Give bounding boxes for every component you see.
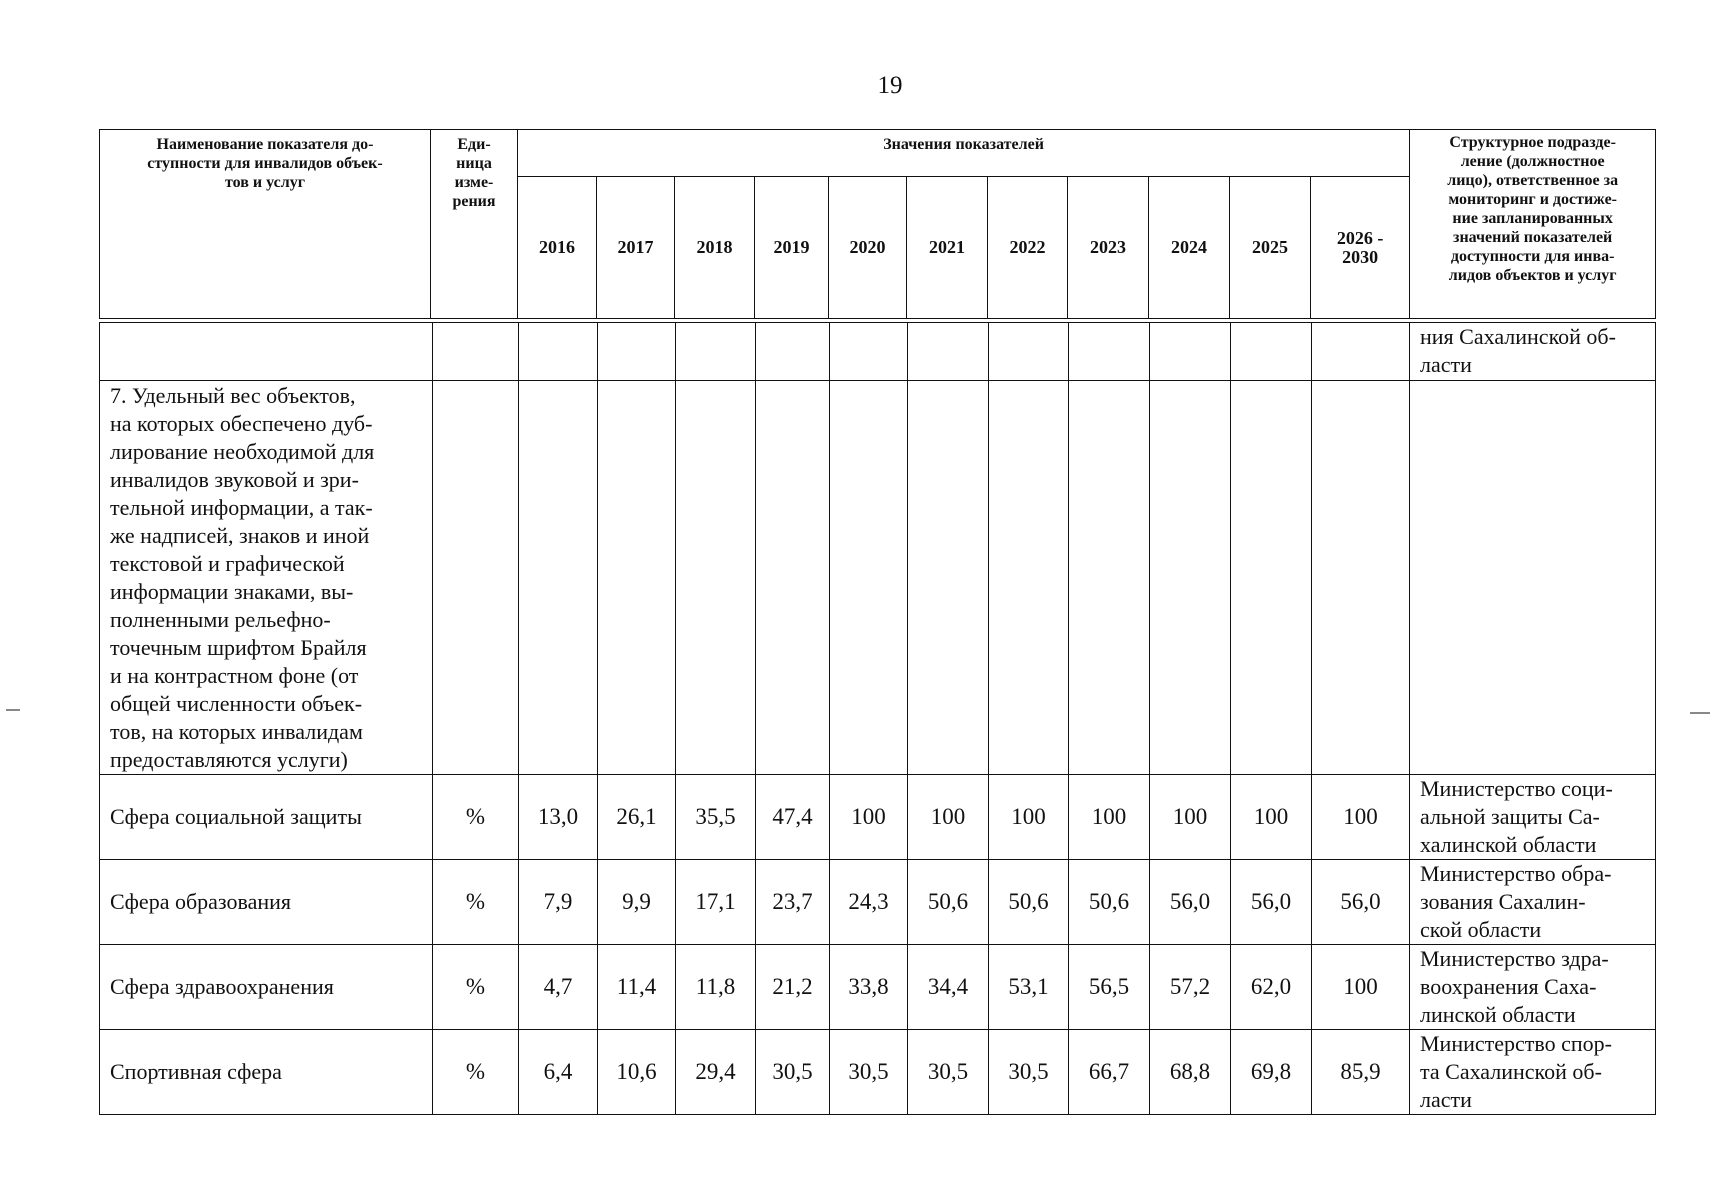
- continuation-row: [100, 323, 1656, 381]
- empty-cell: [1410, 381, 1656, 775]
- value-cell: 100: [1150, 775, 1231, 860]
- value-cell: 100: [1312, 945, 1410, 1030]
- value-cell: 33,8: [830, 945, 908, 1030]
- table-row: [100, 945, 1656, 1030]
- value-cell: 100: [1069, 775, 1150, 860]
- scan-speck: [1690, 712, 1710, 714]
- value-cell: 34,4: [908, 945, 989, 1030]
- header-year: 2024: [1149, 177, 1230, 319]
- value-cell: 56,0: [1231, 860, 1312, 945]
- empty-cell: [519, 323, 598, 381]
- empty-cell: [676, 323, 756, 381]
- scan-speck: [6, 709, 20, 711]
- header-year: 2018: [675, 177, 755, 319]
- value-cell: 29,4: [676, 1030, 756, 1115]
- value-cell: 50,6: [989, 860, 1069, 945]
- empty-cell: [830, 381, 908, 775]
- value-cell: 56,0: [1312, 860, 1410, 945]
- unit-cell: %: [433, 775, 519, 860]
- header-year: 2025: [1230, 177, 1311, 319]
- value-cell: 9,9: [598, 860, 676, 945]
- value-cell: 21,2: [756, 945, 830, 1030]
- value-cell: 30,5: [830, 1030, 908, 1115]
- value-cell: 53,1: [989, 945, 1069, 1030]
- unit-cell: %: [433, 860, 519, 945]
- empty-cell: [1150, 381, 1231, 775]
- value-cell: 68,8: [1150, 1030, 1231, 1115]
- empty-cell: [1231, 323, 1312, 381]
- responsible-cell: Министерство здра- воохранения Саха- линской области: [1410, 945, 1656, 1030]
- indicator-row: [100, 381, 1656, 775]
- value-cell: 56,5: [1069, 945, 1150, 1030]
- empty-cell: [1231, 381, 1312, 775]
- value-cell: 11,4: [598, 945, 676, 1030]
- table-row: [100, 775, 1656, 860]
- empty-cell: [433, 323, 519, 381]
- value-cell: 57,2: [1150, 945, 1231, 1030]
- value-cell: 35,5: [676, 775, 756, 860]
- empty-cell: [598, 381, 676, 775]
- header-year: 2019: [755, 177, 829, 319]
- empty-cell: [433, 381, 519, 775]
- value-cell: 24,3: [830, 860, 908, 945]
- header-indicator-name: Наименование показателя до- ступности для инвалидов объек- тов и услуг: [100, 130, 431, 319]
- page-number: 19: [877, 72, 903, 99]
- value-cell: 47,4: [756, 775, 830, 860]
- empty-cell: [1069, 381, 1150, 775]
- indicator-table: [99, 129, 1656, 1115]
- header-year: 2022: [988, 177, 1068, 319]
- unit-cell: %: [433, 1030, 519, 1115]
- header-year: 2016: [518, 177, 597, 319]
- value-cell: 30,5: [756, 1030, 830, 1115]
- empty-cell: [756, 323, 830, 381]
- empty-cell: [1312, 381, 1410, 775]
- empty-cell: [989, 381, 1069, 775]
- sphere-name: Сфера здравоохранения: [100, 945, 433, 1030]
- value-cell: 69,8: [1231, 1030, 1312, 1115]
- header-unit: Еди- ница изме- рения: [431, 130, 518, 319]
- header-year: 2017: [597, 177, 675, 319]
- empty-cell: [1069, 323, 1150, 381]
- empty-cell: [676, 381, 756, 775]
- table-row: [100, 1030, 1656, 1115]
- table-row: [100, 860, 1656, 945]
- value-cell: 30,5: [989, 1030, 1069, 1115]
- empty-cell: [598, 323, 676, 381]
- sphere-name: Спортивная сфера: [100, 1030, 433, 1115]
- value-cell: 13,0: [519, 775, 598, 860]
- header-year: 2021: [907, 177, 988, 319]
- sphere-name: Сфера образования: [100, 860, 433, 945]
- header-year: 2020: [829, 177, 907, 319]
- value-cell: 6,4: [519, 1030, 598, 1115]
- value-cell: 4,7: [519, 945, 598, 1030]
- value-cell: 62,0: [1231, 945, 1312, 1030]
- indicator-name: 7. Удельный вес объектов, на которых обеспечено дуб- лирование необходимой для инвалидов звуковой и зри- тельной информации, а так- же надписей, знаков и иной текстовой и графической информации знаками, вы- полненными рельефно- точечным шрифтом Брайля и на контрастном фоне (от общей численности объек- тов, на которых инвалидам предоставляются услуги): [100, 381, 433, 775]
- value-cell: 17,1: [676, 860, 756, 945]
- value-cell: 100: [1312, 775, 1410, 860]
- value-cell: 7,9: [519, 860, 598, 945]
- responsible-cell: Министерство соци- альной защиты Са- халинской области: [1410, 775, 1656, 860]
- unit-cell: %: [433, 945, 519, 1030]
- empty-cell: [830, 323, 908, 381]
- empty-cell: [908, 323, 989, 381]
- value-cell: 85,9: [1312, 1030, 1410, 1115]
- sphere-name: Сфера социальной защиты: [100, 775, 433, 860]
- header-responsible: Структурное подразде- ление (должностное лицо), ответственное за мониторинг и достиже- ние запланированных значений показателей доступности для инва- лидов объектов и услуг: [1410, 130, 1656, 319]
- table-body: [99, 322, 1656, 1115]
- value-cell: 100: [1231, 775, 1312, 860]
- value-cell: 11,8: [676, 945, 756, 1030]
- value-cell: 100: [989, 775, 1069, 860]
- value-cell: 100: [830, 775, 908, 860]
- header-year: 2023: [1068, 177, 1149, 319]
- value-cell: 100: [908, 775, 989, 860]
- empty-cell: [756, 381, 830, 775]
- header-values: Значения показателей: [518, 130, 1410, 177]
- value-cell: 56,0: [1150, 860, 1231, 945]
- responsible-cell: Министерство обра- зования Сахалин- ской области: [1410, 860, 1656, 945]
- value-cell: 50,6: [908, 860, 989, 945]
- value-cell: 23,7: [756, 860, 830, 945]
- value-cell: 30,5: [908, 1030, 989, 1115]
- empty-cell: [1150, 323, 1231, 381]
- value-cell: 26,1: [598, 775, 676, 860]
- value-cell: 50,6: [1069, 860, 1150, 945]
- table-header: [99, 129, 1656, 319]
- value-cell: 66,7: [1069, 1030, 1150, 1115]
- empty-cell: [1312, 323, 1410, 381]
- header-year: 2026 - 2030: [1311, 177, 1410, 319]
- empty-cell: [519, 381, 598, 775]
- empty-cell: [100, 323, 433, 381]
- empty-cell: [908, 381, 989, 775]
- empty-cell: [989, 323, 1069, 381]
- responsible-cell: ния Сахалинской об- ласти: [1410, 323, 1656, 381]
- value-cell: 10,6: [598, 1030, 676, 1115]
- responsible-cell: Министерство спор- та Сахалинской об- ласти: [1410, 1030, 1656, 1115]
